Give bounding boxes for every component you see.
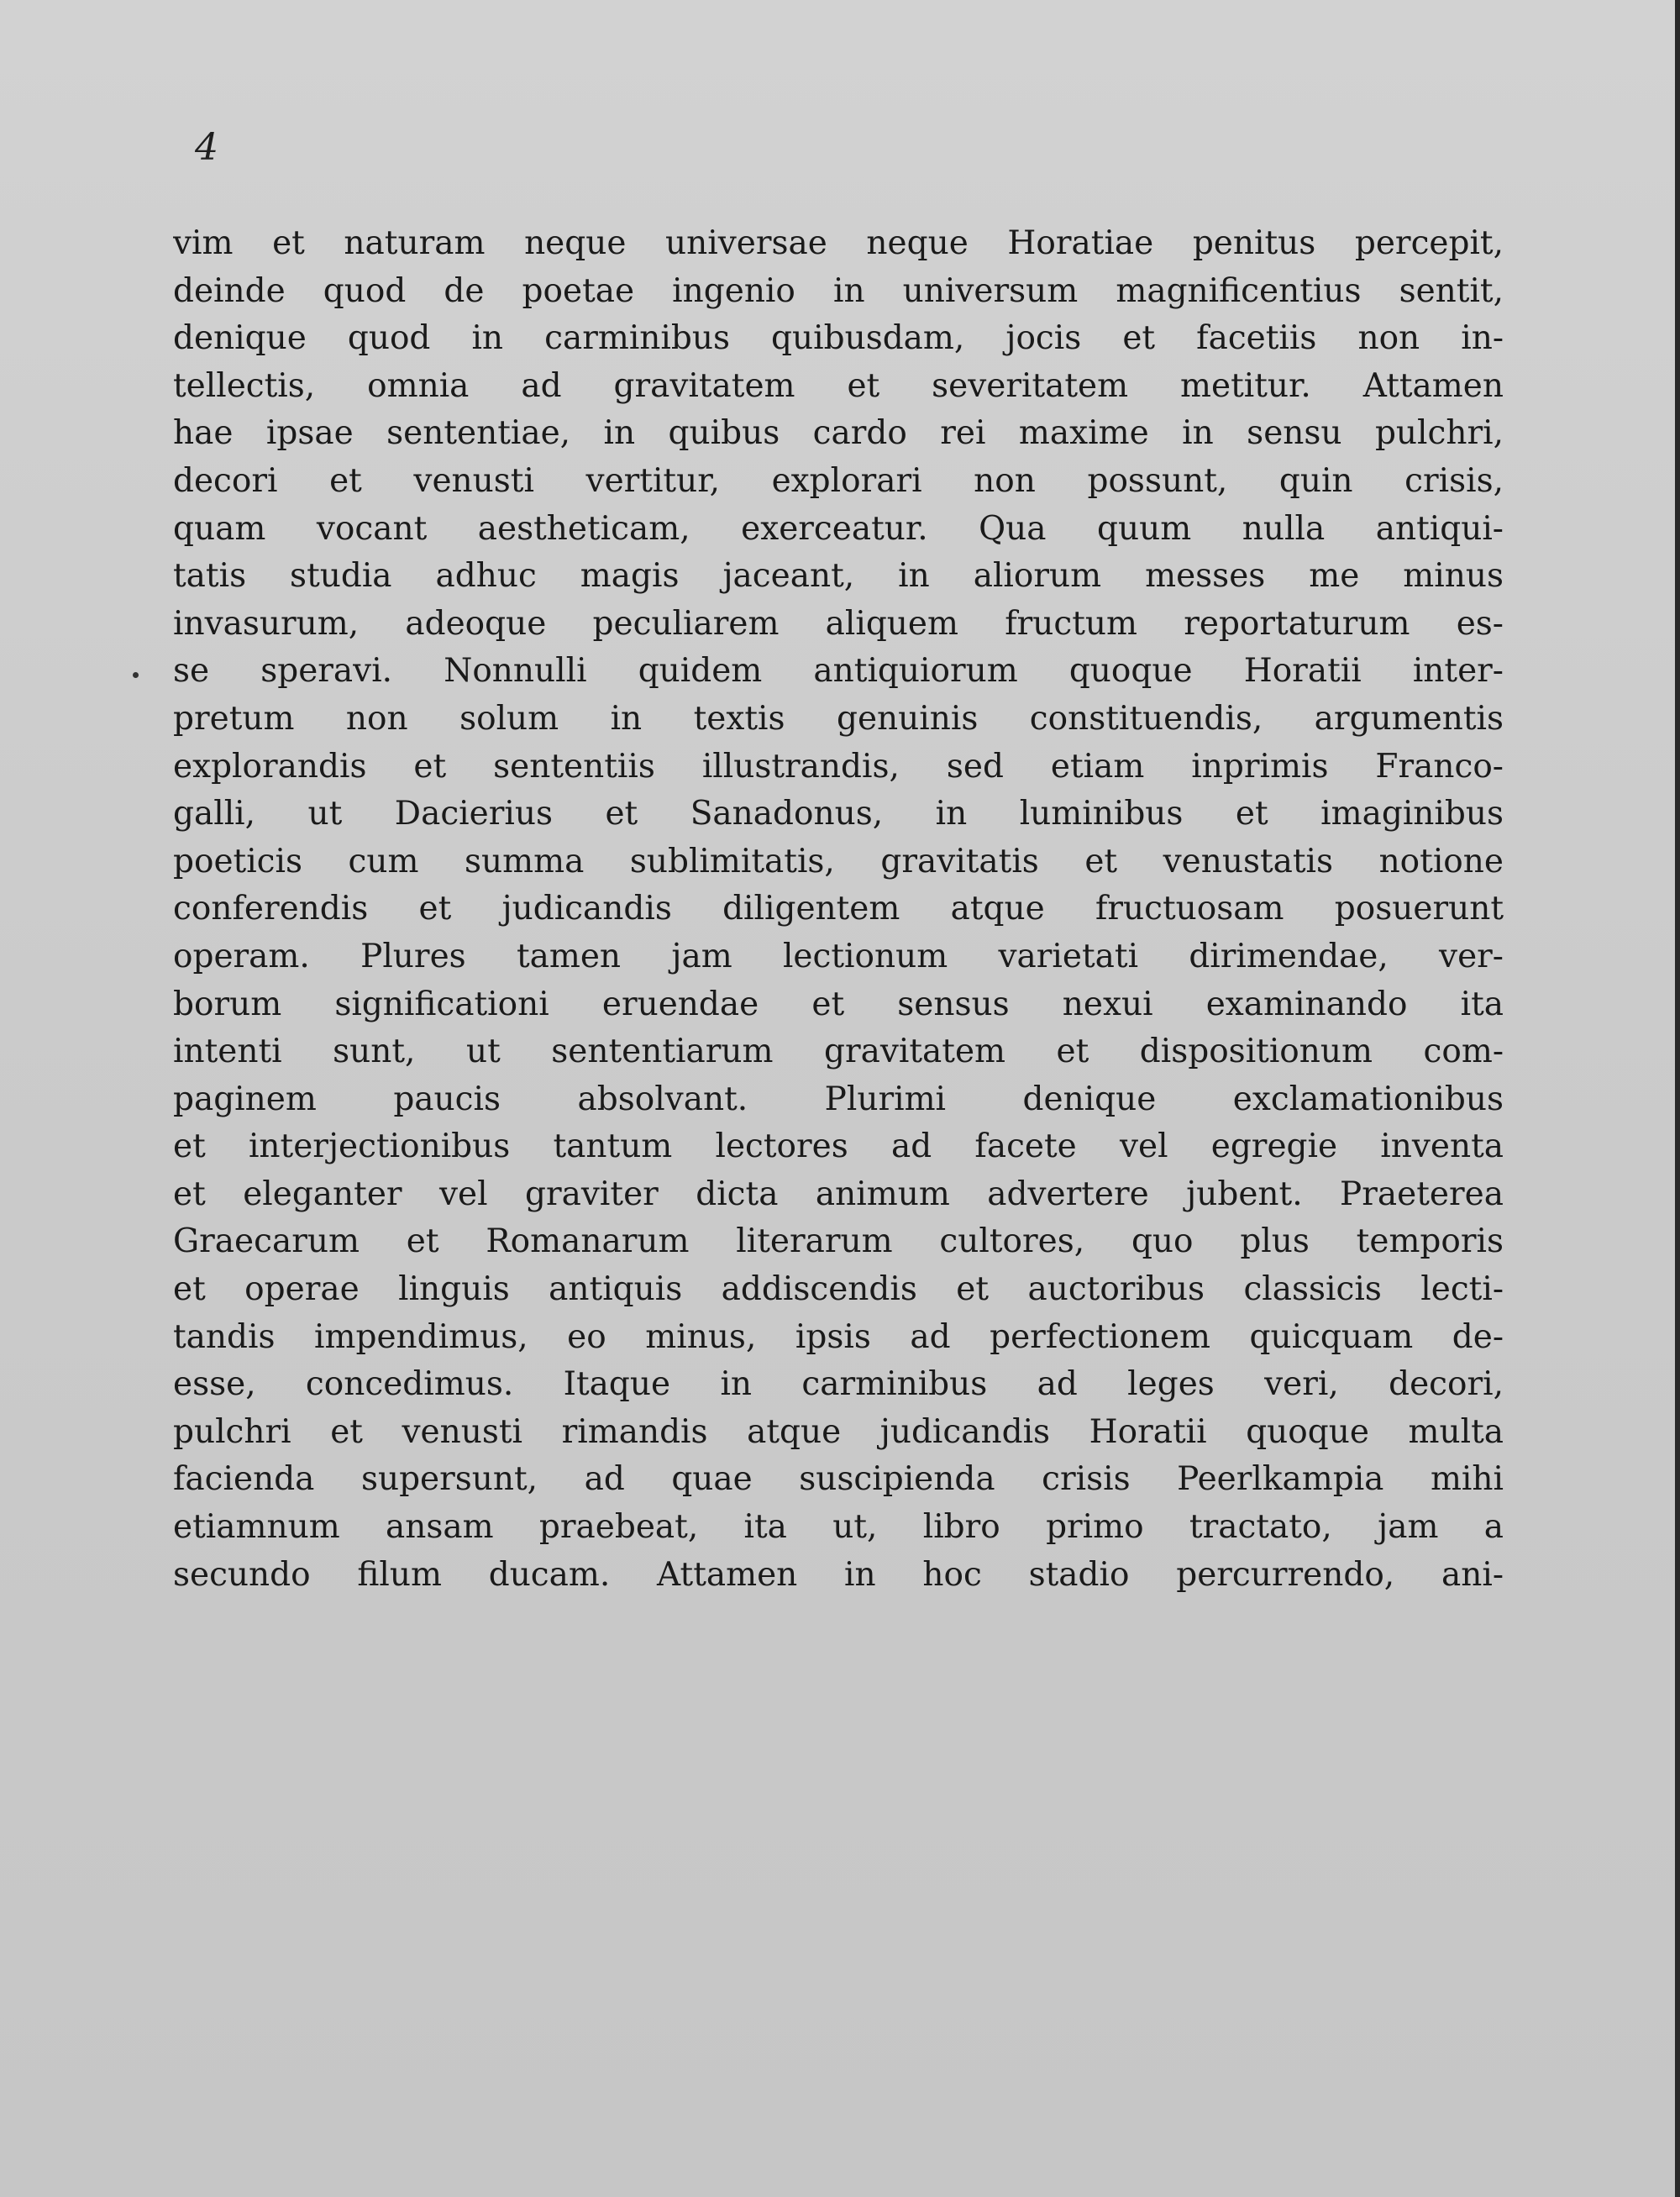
text-line: tellectis, omnia ad gravitatem et severitatem metitur. Attamen — [173, 366, 1504, 405]
text-line: intenti sunt, ut sententiarum gravitatem et dispositionum com- — [173, 1033, 1504, 1071]
text-line: galli, ut Dacierius et Sanadonus, in luminibus et imaginibus — [173, 795, 1504, 833]
text-line: quam vocant aestheticam, exerceatur. Qua quum nulla antiqui- — [173, 509, 1504, 548]
text-line: decori et venusti vertitur, explorari non possunt, quin crisis, — [173, 461, 1504, 500]
text-line: denique quod in carminibus quibusdam, jocis et facetiis non in- — [173, 319, 1504, 358]
text-line: tandis impendimus, eo minus, ipsis ad perfectionem quicquam de- — [173, 1317, 1504, 1356]
text-line: poeticis cum summa sublimitatis, gravitatis et venustatis notione — [173, 842, 1504, 880]
text-line: paginem paucis absolvant. Plurimi denique exclamationibus — [173, 1080, 1504, 1118]
text-line: se speravi. Nonnulli quidem antiquiorum quoque Horatii inter- — [173, 652, 1504, 691]
text-line: borum significationi eruendae et sensus nexui examinando ita — [173, 985, 1504, 1023]
text-line: et interjectionibus tantum lectores ad facete vel egregie inventa — [173, 1127, 1504, 1166]
text-line: secundo filum ducam. Attamen in hoc stadio percurrendo, ani- — [173, 1555, 1504, 1594]
page-number: 4 — [195, 126, 218, 169]
text-line: Graecarum et Romanarum literarum cultores, quo plus temporis — [173, 1222, 1504, 1261]
ink-speck — [133, 672, 139, 678]
text-line: pretum non solum in textis genuinis constituendis, argumentis — [173, 699, 1504, 738]
text-line: vim et naturam neque universae neque Horatiae penitus percepit, — [173, 224, 1504, 262]
text-line: et eleganter vel graviter dicta animum advertere jubent. Praeterea — [173, 1175, 1504, 1213]
text-line: tatis studia adhuc magis jaceant, in aliorum messes me minus — [173, 557, 1504, 596]
text-line: pulchri et venusti rimandis atque judicandis Horatii quoque multa — [173, 1412, 1504, 1451]
text-line: hae ipsae sententiae, in quibus cardo rei maxime in sensu pulchri, — [173, 414, 1504, 453]
text-line: deinde quod de poetae ingenio in universum magnificentius sentit, — [173, 271, 1504, 310]
text-line: et operae linguis antiquis addiscendis et auctoribus classicis lecti- — [173, 1270, 1504, 1309]
text-line: facienda supersunt, ad quae suscipienda crisis Peerlkampia mihi — [173, 1460, 1504, 1499]
text-line: conferendis et judicandis diligentem atque fructuosam posuerunt — [173, 890, 1504, 928]
text-line: invasurum, adeoque peculiarem aliquem fructum reportaturum es- — [173, 604, 1504, 643]
text-line: explorandis et sententiis illustrandis, sed etiam inprimis Franco- — [173, 747, 1504, 786]
text-line: operam. Plures tamen jam lectionum varietati dirimendae, ver- — [173, 937, 1504, 975]
body-text — [173, 220, 1504, 1599]
text-line: esse, concedimus. Itaque in carminibus ad leges veri, decori, — [173, 1365, 1504, 1404]
text-line: etiamnum ansam praebeat, ita ut, libro primo tractato, jam a — [173, 1508, 1504, 1547]
scan-edge — [1675, 0, 1680, 2197]
